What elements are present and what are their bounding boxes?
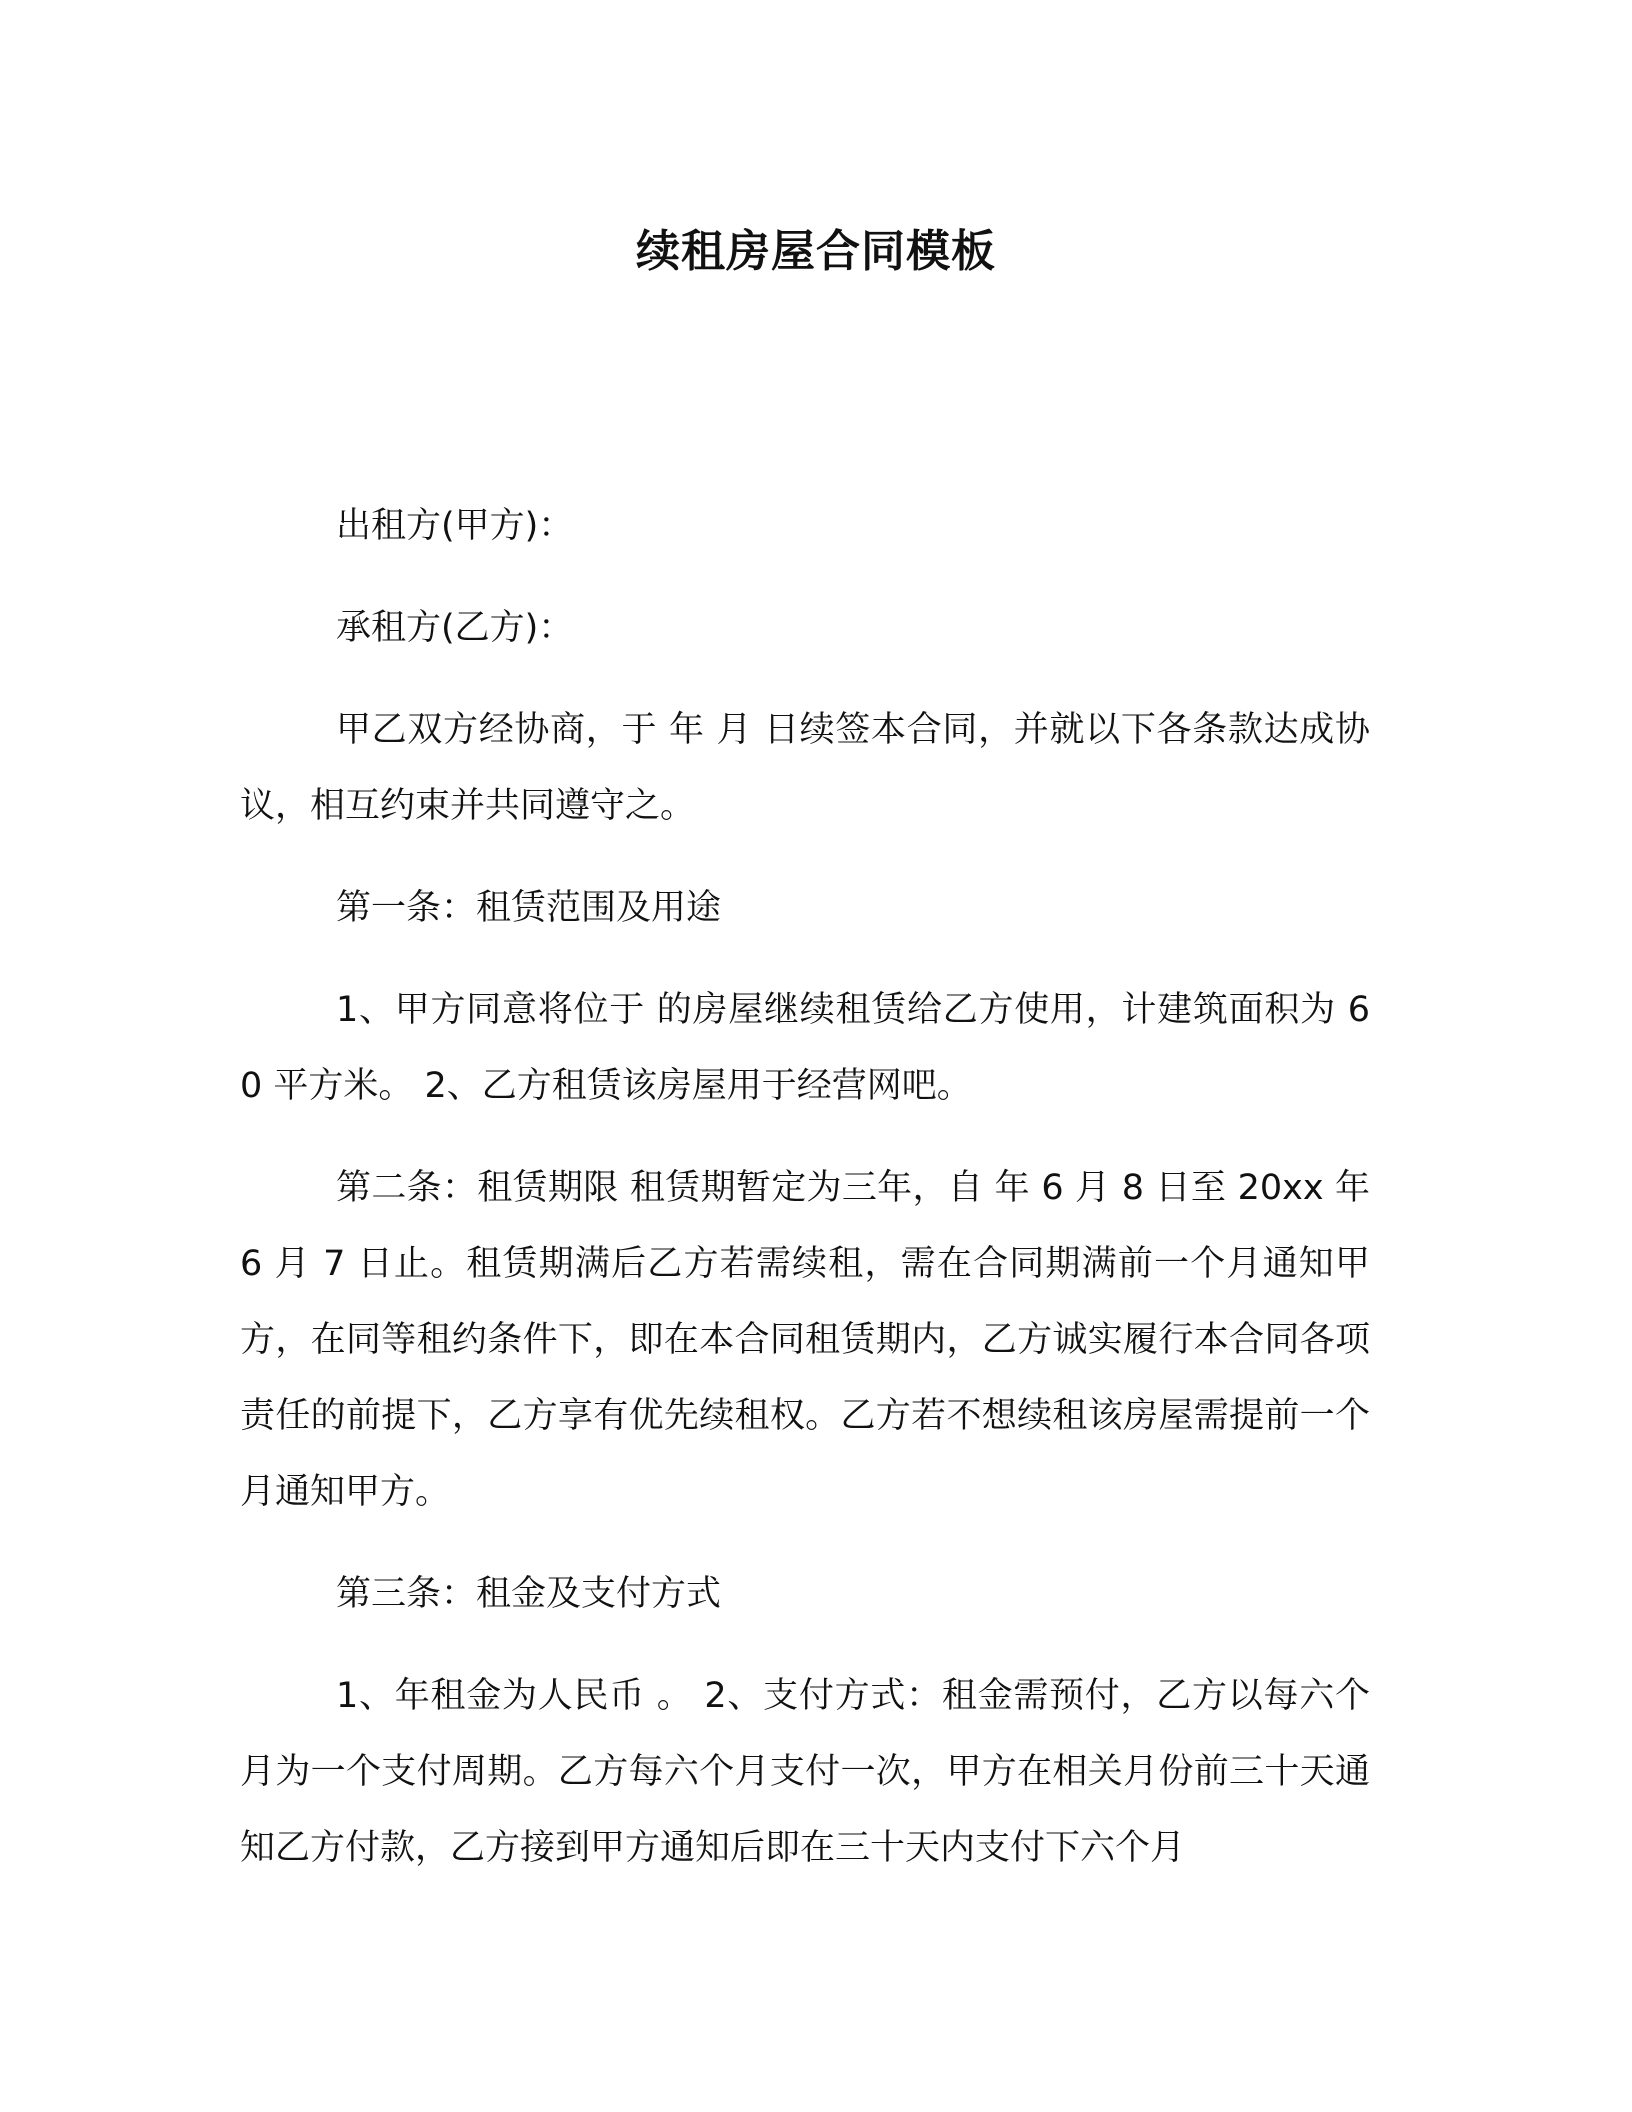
document-title: 续租房屋合同模板 bbox=[636, 226, 996, 277]
article-3-body: 1、年租金为人民币 。 2、支付方式：租金需预付，乙方以每六个月为一个支付周期。乙方每六个月支付一次，甲方在相关月份前三十天通知乙方付款，乙方接到甲方通知后即在三十天内支付下六个月 bbox=[240, 1676, 1370, 1868]
article-2-body: 第二条：租赁期限 租赁期暂定为三年，自 年 6 月 8 日至 20xx 年 6 月 7 日止。租赁期满后乙方若需续租，需在合同期满前一个月通知甲方，在同等租约条件下，即在本合同租赁期内，乙方诚实履行本合同各项责任的前提下，乙方享有优先续租权。乙方若不想续租该房屋需提前一个月通知甲方。 bbox=[240, 1168, 1370, 1512]
article-1-heading: 第一条：租赁范围及用途 bbox=[336, 888, 722, 928]
article-1-body: 1、甲方同意将位于 的房屋继续租赁给乙方使用，计建筑面积为 60 平方米。 2、乙方租赁该房屋用于经营网吧。 bbox=[240, 990, 1370, 1106]
lessor-line: 出租方(甲方)： bbox=[336, 506, 574, 546]
lessee-line: 承租方(乙方)： bbox=[336, 608, 574, 648]
preamble-paragraph: 甲乙双方经协商，于 年 月 日续签本合同，并就以下各条款达成协议，相互约束并共同遵守之。 bbox=[240, 710, 1370, 826]
article-3-heading: 第三条：租金及支付方式 bbox=[336, 1574, 722, 1614]
document-body bbox=[240, 488, 1370, 1912]
